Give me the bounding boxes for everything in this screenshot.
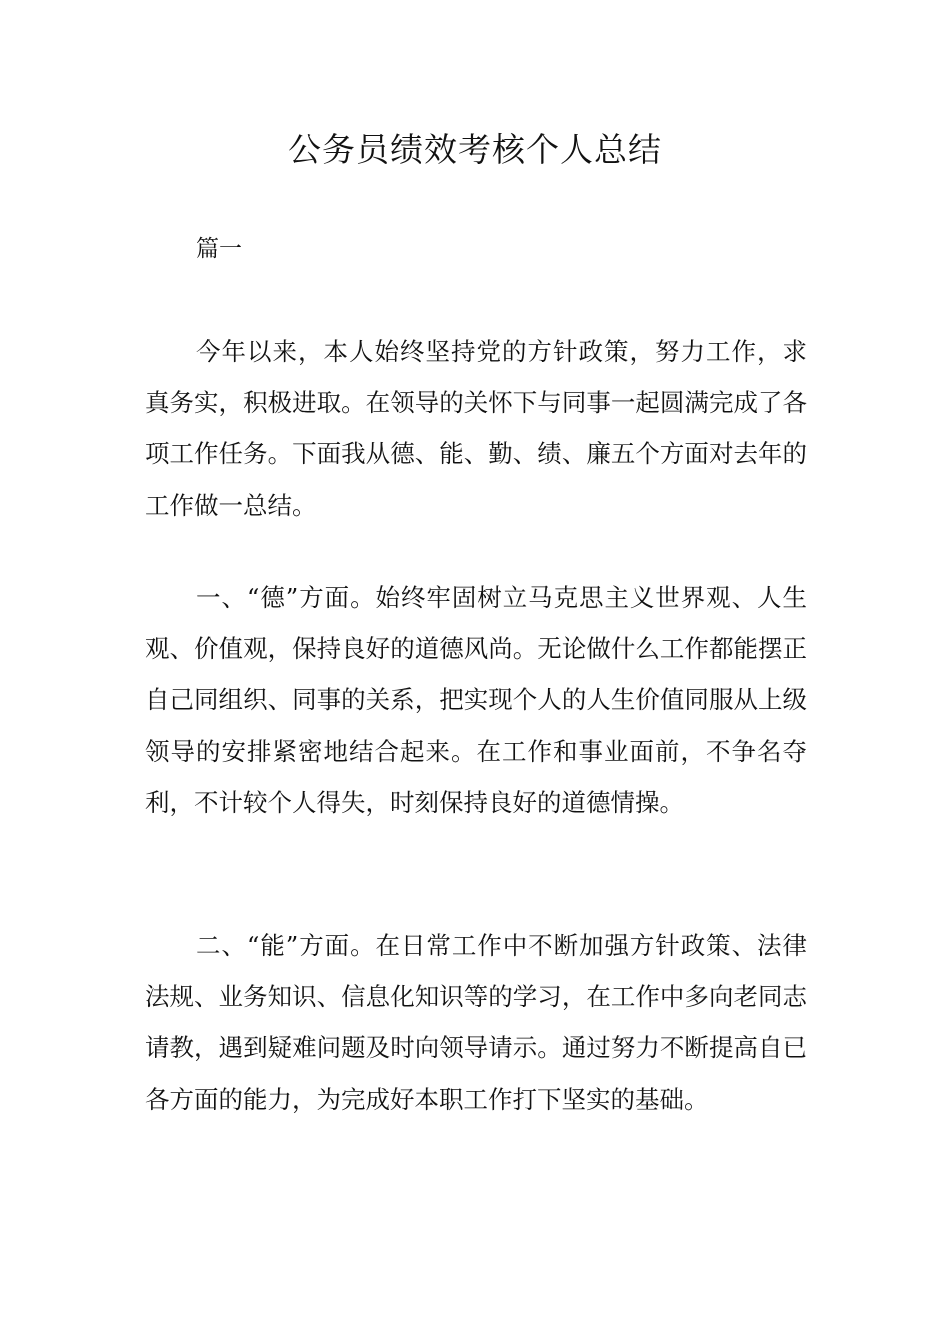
section-label: 篇一	[196, 236, 242, 262]
paragraph-intro: 今年以来，本人始终坚持党的方针政策，努力工作，求真务实，积极进取。在领导的关怀下与同事一起圆满完成了各项工作任务。下面我从德、能、勤、绩、廉五个方面对去年的工作做一总结。	[145, 337, 807, 520]
paragraph-ability: 二、“能”方面。在日常工作中不断加强方针政策、法律法规、业务知识、信息化知识等的学习，在工作中多向老同志请教，遇到疑难问题及时向领导请示。通过努力不断提高自已各方面的能力，为完成好本职工作打下坚实的基础。	[145, 931, 807, 1114]
document-title: 公务员绩效考核个人总结	[288, 130, 662, 169]
paragraph-virtue: 一、“德”方面。始终牢固树立马克思主义世界观、人生观、价值观，保持良好的道德风尚。无论做什么工作都能摆正自己同组织、同事的关系，把实现个人的人生价值同服从上级领导的安排紧密地结合起来。在工作和事业面前，不争名夺利，不计较个人得失，时刻保持良好的道德情操。	[145, 583, 807, 817]
